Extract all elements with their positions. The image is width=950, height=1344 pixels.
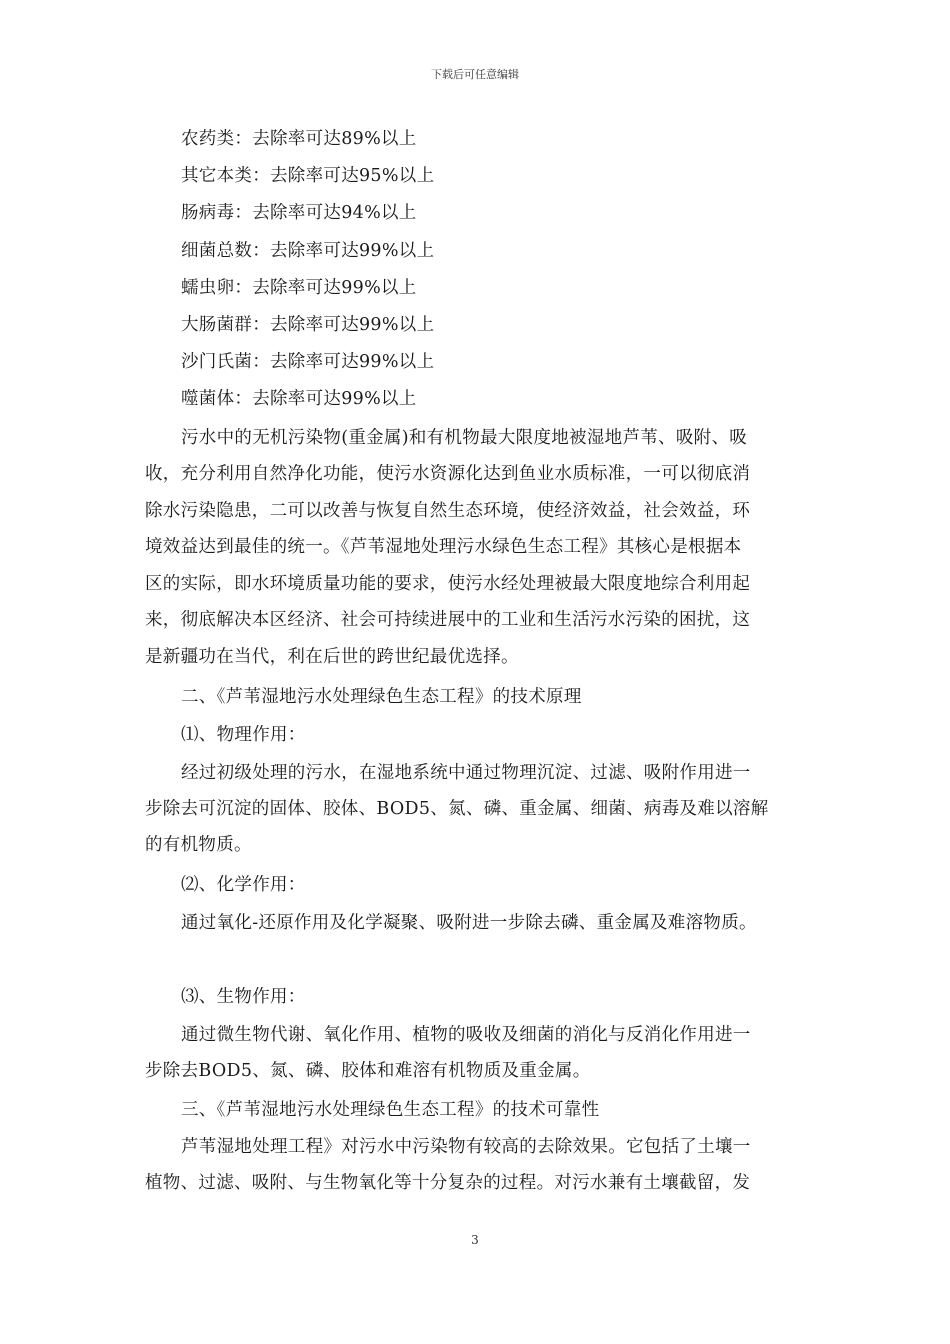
removal-rate-item: 蠕虫卵：去除率可达99%以上 <box>181 278 417 298</box>
paragraph-line: 除水污染隐患，二可以改善与恢复自然生态环境，使经济效益，社会效益，环 <box>145 501 751 521</box>
subsection-heading: ⑶、生物作用： <box>181 987 306 1007</box>
page-number: 3 <box>471 1233 479 1247</box>
paragraph-line: 通过氧化-还原作用及化学凝聚、吸附进一步除去磷、重金属及难溶物质。 <box>181 913 757 933</box>
removal-rate-item: 噬菌体：去除率可达99%以上 <box>181 389 417 409</box>
paragraph-line: 芦苇湿地处理工程》对污水中污染物有较高的去除效果。它包括了土壤一 <box>181 1137 751 1157</box>
paragraph-line: 的有机物质。 <box>145 835 252 855</box>
paragraph-line: 收，充分利用自然净化功能，使污水资源化达到鱼业水质标准，一可以彻底消 <box>145 464 751 484</box>
removal-rate-item: 其它本类：去除率可达95%以上 <box>181 166 435 186</box>
removal-rate-item: 细菌总数：去除率可达99%以上 <box>181 241 435 261</box>
paragraph-line: 步除去可沉淀的固体、胶体、BOD5、氮、磷、重金属、细菌、病毒及难以溶解 <box>145 799 769 819</box>
paragraph-line: 来，彻底解决本区经济、社会可持续进展中的工业和生活污水污染的困扰，这 <box>145 610 751 630</box>
paragraph-line: 植物、过滤、吸附、与生物氧化等十分复杂的过程。对污水兼有土壤截留，发 <box>145 1173 751 1193</box>
paragraph-line: 区的实际，即水环境质量功能的要求，使污水经处理被最大限度地综合利用起 <box>145 574 751 594</box>
removal-rate-item: 农药类：去除率可达89%以上 <box>181 129 417 149</box>
section-heading: 二、《芦苇湿地污水处理绿色生态工程》的技术原理 <box>181 687 582 707</box>
removal-rate-item: 大肠菌群：去除率可达99%以上 <box>181 315 435 335</box>
section-heading: 三、《芦苇湿地污水处理绿色生态工程》的技术可靠性 <box>181 1100 600 1120</box>
paragraph-line: 通过微生物代谢、氧化作用、植物的吸收及细菌的消化与反消化作用进一 <box>181 1025 751 1045</box>
subsection-heading: ⑵、化学作用： <box>181 875 306 895</box>
paragraph-line: 步除去BOD5、氮、磷、胶体和难溶有机物质及重金属。 <box>145 1061 591 1081</box>
paragraph-line: 是新疆功在当代，利在后世的跨世纪最优选择。 <box>145 647 519 667</box>
paragraph-line: 污水中的无机污染物(重金属)和有机物最大限度地被湿地芦苇、吸附、吸 <box>181 428 748 448</box>
subsection-heading: ⑴、物理作用： <box>181 725 306 745</box>
removal-rate-item: 肠病毒：去除率可达94%以上 <box>181 203 417 223</box>
paragraph-line: 境效益达到最佳的统一。《芦苇湿地处理污水绿色生态工程》其核心是根据本 <box>145 537 742 557</box>
paragraph-line: 经过初级处理的污水，在湿地系统中通过物理沉淀、过滤、吸附作用进一 <box>181 763 751 783</box>
removal-rate-item: 沙门氏菌：去除率可达99%以上 <box>181 352 435 372</box>
page-header: 下载后可任意编辑 <box>431 68 519 81</box>
